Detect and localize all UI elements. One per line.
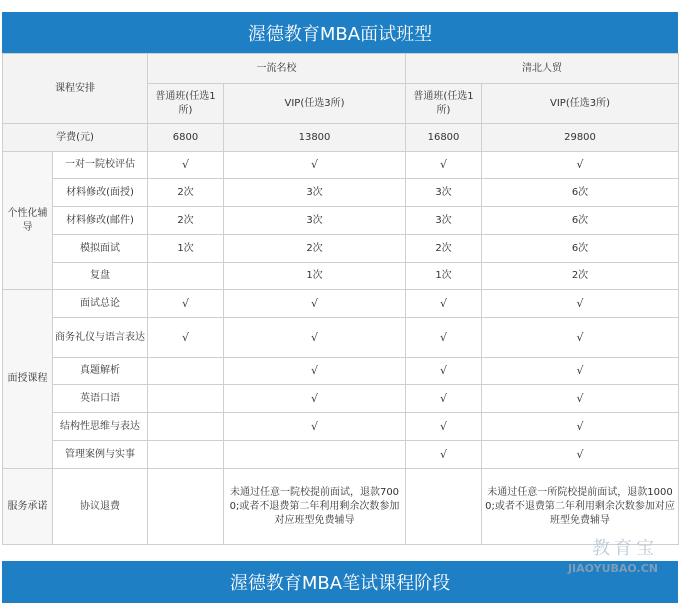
- value-cell: [148, 441, 224, 469]
- item-cell: 英语口语: [53, 385, 148, 413]
- table-row: [3, 179, 679, 207]
- value-cell: √: [224, 290, 406, 318]
- value-cell: 2次: [148, 179, 224, 207]
- table-row: [3, 207, 679, 235]
- item-cell: 面试总论: [53, 290, 148, 318]
- item-cell: 材料修改(邮件): [53, 207, 148, 235]
- category-cell: 个性化辅导: [3, 152, 53, 290]
- plan-header: 普通班(任选1所): [406, 84, 482, 124]
- table-row: [3, 290, 679, 318]
- value-cell: 3次: [224, 207, 406, 235]
- page-title-banner: [2, 12, 678, 54]
- refund-note: 未通过任意一所院校提前面试，退款10000;或者不退费第二年利用剩余次数参加对应班型免费辅导: [482, 469, 679, 545]
- value-cell: √: [482, 385, 679, 413]
- fee-value: 13800: [224, 124, 406, 152]
- fee-value: 6800: [148, 124, 224, 152]
- value-cell: [148, 385, 224, 413]
- item-cell: 复盘: [53, 263, 148, 290]
- item-cell: 材料修改(面授): [53, 179, 148, 207]
- value-cell: √: [148, 318, 224, 358]
- value-cell: [148, 469, 224, 545]
- item-cell: 一对一院校评估: [53, 152, 148, 179]
- table-row: [3, 235, 679, 263]
- value-cell: 1次: [148, 235, 224, 263]
- item-cell: 协议退费: [53, 469, 148, 545]
- value-cell: √: [482, 358, 679, 385]
- item-cell: 模拟面试: [53, 235, 148, 263]
- item-cell: 商务礼仪与语言表达: [53, 318, 148, 358]
- corner-label: 课程安排: [3, 54, 148, 124]
- value-cell: [224, 441, 406, 469]
- value-cell: 2次: [482, 263, 679, 290]
- footer-title: 渥德教育MBA笔试课程阶段: [229, 573, 451, 594]
- value-cell: 1次: [406, 263, 482, 290]
- table-row: [3, 413, 679, 441]
- value-cell: 3次: [224, 179, 406, 207]
- value-cell: 2次: [224, 235, 406, 263]
- value-cell: 2次: [406, 235, 482, 263]
- watermark: [568, 534, 658, 575]
- category-cell: 服务承诺: [3, 469, 53, 545]
- value-cell: √: [224, 318, 406, 358]
- value-cell: [406, 469, 482, 545]
- page-title: 渥德教育MBA面试班型: [247, 24, 433, 45]
- value-cell: 6次: [482, 207, 679, 235]
- value-cell: √: [406, 413, 482, 441]
- value-cell: 2次: [148, 207, 224, 235]
- table-row: [3, 318, 679, 358]
- value-cell: √: [406, 441, 482, 469]
- table-row: [3, 152, 679, 179]
- value-cell: √: [406, 152, 482, 179]
- value-cell: √: [406, 358, 482, 385]
- value-cell: √: [482, 152, 679, 179]
- group-header-row: [3, 54, 679, 84]
- value-cell: 1次: [224, 263, 406, 290]
- item-cell: 管理案例与实事: [53, 441, 148, 469]
- table-row: [3, 263, 679, 290]
- value-cell: [148, 413, 224, 441]
- value-cell: 3次: [406, 179, 482, 207]
- refund-note: 未通过任意一院校提前面试，退款7000;或者不退费第二年利用剩余次数参加对应班型免费辅导: [224, 469, 406, 545]
- group-top-schools: 一流名校: [148, 54, 406, 84]
- value-cell: √: [148, 152, 224, 179]
- item-cell: 结构性思维与表达: [53, 413, 148, 441]
- table-row: [3, 385, 679, 413]
- plan-header: VIP(任选3所): [482, 84, 679, 124]
- value-cell: √: [406, 290, 482, 318]
- value-cell: √: [482, 413, 679, 441]
- value-cell: √: [224, 413, 406, 441]
- fee-value: 29800: [482, 124, 679, 152]
- value-cell: 3次: [406, 207, 482, 235]
- table-row: [3, 358, 679, 385]
- group-tsinghua-peking: 清北人贸: [406, 54, 679, 84]
- course-plan-table: [2, 53, 679, 545]
- fee-label: 学费(元): [3, 124, 148, 152]
- fee-row: [3, 124, 679, 152]
- value-cell: √: [406, 385, 482, 413]
- table-row: [3, 441, 679, 469]
- value-cell: [148, 358, 224, 385]
- value-cell: √: [224, 385, 406, 413]
- value-cell: 6次: [482, 235, 679, 263]
- value-cell: √: [224, 358, 406, 385]
- plan-header: VIP(任选3所): [224, 84, 406, 124]
- value-cell: √: [148, 290, 224, 318]
- plan-header: 普通班(任选1所): [148, 84, 224, 124]
- fee-value: 16800: [406, 124, 482, 152]
- value-cell: √: [482, 441, 679, 469]
- watermark-url: JIAOYUBAO.CN: [567, 562, 658, 575]
- value-cell: √: [482, 290, 679, 318]
- item-cell: 真题解析: [53, 358, 148, 385]
- value-cell: [148, 263, 224, 290]
- value-cell: √: [482, 318, 679, 358]
- value-cell: 6次: [482, 179, 679, 207]
- value-cell: √: [406, 318, 482, 358]
- value-cell: √: [224, 152, 406, 179]
- watermark-logo: 教育宝: [592, 538, 658, 559]
- category-cell: 面授课程: [3, 290, 53, 469]
